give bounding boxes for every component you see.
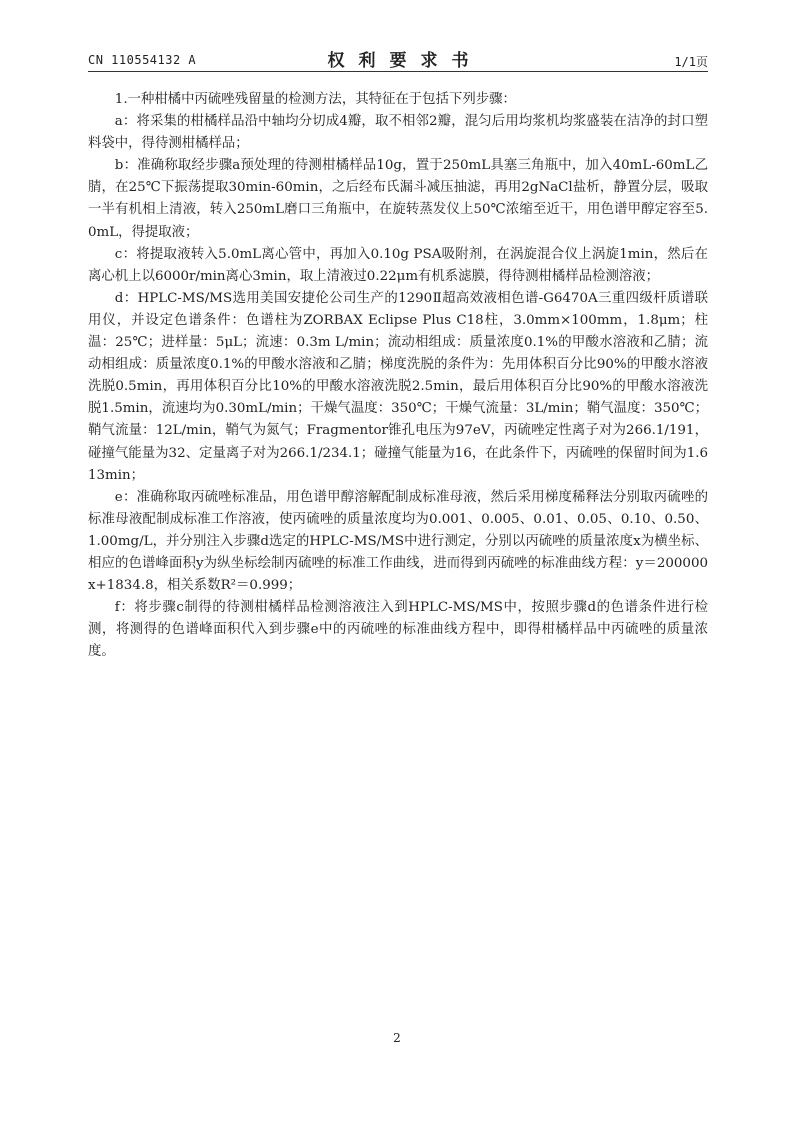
claim-1-intro: 1.一种柑橘中丙硫唑残留量的检测方法，其特征在于包括下列步骤： — [114, 92, 516, 107]
publication-number: CN 110554132 A — [88, 53, 197, 67]
claim-step-e: e：准确称取丙硫唑标准品，用色谱甲醇溶解配制成标准母液，然后采用梯度稀释法分别取丙硫唑的标准母液配制成标准工作溶液，使丙硫唑的质量浓度均为0.001、0.005、0.01、0.05、0.10、0.50、1.00mg/L，并分别注入步骤d选定的HPLC-MS/MS中进行测定，分别以丙硫唑的质量浓度x为横坐标、相应的色谱峰面积y为纵坐标绘制丙硫唑的标准工作曲线，进而得到丙硫唑的标准曲线方程：y＝200000x+1834.8，相关系数R²＝0.999； — [88, 489, 708, 594]
page-header — [88, 46, 708, 70]
claim-step-b: b：准确称取经步骤a预处理的待测柑橘样品10g，置于250mL具塞三角瓶中，加入40mL-60mL乙腈，在25℃下振荡提取30min-60min，之后经布氏漏斗减压抽滤，再用2gNaCl盐析，静置分层，吸取一半有机相上清液，转入250mL磨口三角瓶中，在旋转蒸发仪上50℃浓缩至近干，用色谱甲醇定容至5.0mL，得提取液； — [88, 158, 708, 240]
claim-step-c: c：将提取液转入5.0mL离心管中，再加入0.10g PSA吸附剂，在涡旋混合仪上涡旋1min，然后在离心机上以6000r/min离心3min，取上清液过0.22μm有机系滤膜，得待测柑橘样品检测溶液； — [88, 246, 708, 284]
claims-body — [88, 89, 708, 663]
claim-step-d: d：HPLC-MS/MS选用美国安捷伦公司生产的1290Ⅱ超高效液相色谱-G6470A三重四级杆质谱联用仪，并设定色谱条件：色谱柱为ZORBAX Eclipse Plus C18柱，3.0mm×100mm，1.8μm；柱温：25℃；进样量：5μL；流速：0.3m L/min；流动相组成：质量浓度0.1%的甲酸水溶液和乙腈；流动相组成：质量浓度0.1%的甲酸水溶液和乙腈；梯度洗脱的条件为：先用体积百分比90%的甲酸水溶液洗脱0.5min，再用体积百分比10%的甲酸水溶液洗脱2.5min，最后用体积百分比90%的甲酸水溶液洗脱1.5min，流速均为0.30mL/min；干燥气温度：350℃；干燥气流量：3L/min；鞘气温度：350℃；鞘气流量：12L/min，鞘气为氮气；Fragmentor锥孔电压为97eV，丙硫唑定性离子对为266.1/191，碰撞气能量为32、定量离子对为266.1/234.1；碰撞气能量为16，在此条件下，丙硫唑的保留时间为1.613min； — [88, 290, 708, 483]
page-indicator: 1/1页 — [674, 55, 708, 69]
header-divider — [88, 71, 708, 72]
claim-step-a: a：将采集的柑橘样品沿中轴均分切成4瓣，取不相邻2瓣，混匀后用均浆机均浆盛装在洁净的封口塑料袋中，得待测柑橘样品； — [88, 114, 708, 152]
document-title: 权利要求书 — [327, 51, 483, 71]
page-number: 2 — [393, 1031, 401, 1045]
claim-step-f: f：将步骤c制得的待测柑橘样品检测溶液注入到HPLC-MS/MS中，按照步骤d的色谱条件进行检测，将测得的色谱峰面积代入到步骤e中的丙硫唑的标准曲线方程中，即得柑橘样品中丙硫唑的质量浓度。 — [88, 600, 708, 660]
